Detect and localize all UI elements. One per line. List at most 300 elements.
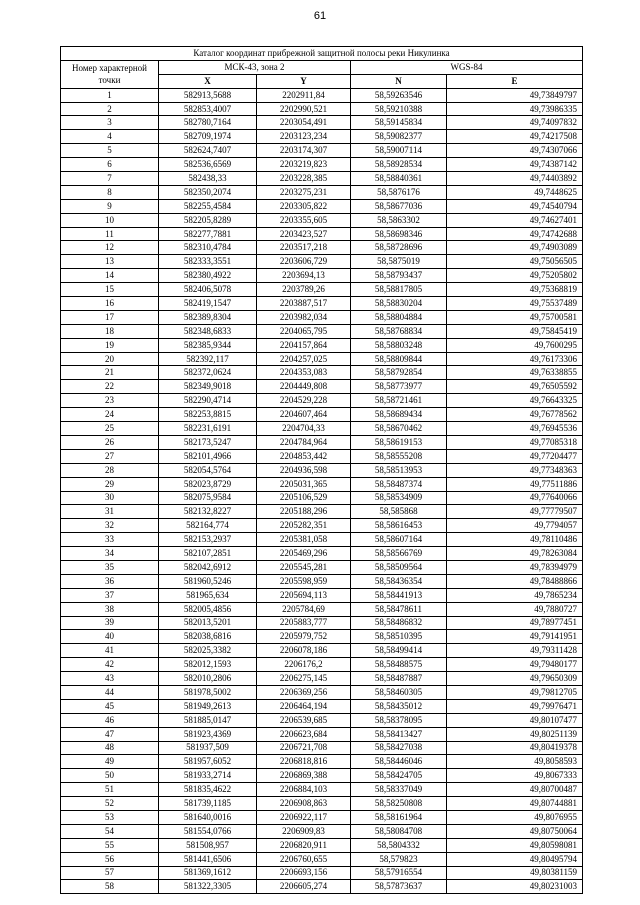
table-row bbox=[61, 297, 583, 311]
point-number-cell: 45 bbox=[61, 699, 159, 713]
x-coordinate-cell: 582005,4856 bbox=[159, 602, 257, 616]
e-longitude-cell: 49,74097832 bbox=[447, 116, 583, 130]
point-number-cell: 53 bbox=[61, 810, 159, 824]
x-coordinate-cell: 582205,8289 bbox=[159, 213, 257, 227]
y-coordinate-cell: 2205545,281 bbox=[257, 560, 351, 574]
e-longitude-cell: 49,77640066 bbox=[447, 491, 583, 505]
point-number-cell: 7 bbox=[61, 172, 159, 186]
y-coordinate-cell: 2205883,777 bbox=[257, 616, 351, 630]
point-number-cell: 22 bbox=[61, 380, 159, 394]
y-coordinate-cell: 2204936,598 bbox=[257, 463, 351, 477]
table-row bbox=[61, 463, 583, 477]
x-coordinate-cell: 582438,33 bbox=[159, 172, 257, 186]
table-row bbox=[61, 824, 583, 838]
point-number-cell: 12 bbox=[61, 241, 159, 255]
table-row bbox=[61, 658, 583, 672]
x-coordinate-cell: 581640,0016 bbox=[159, 810, 257, 824]
y-coordinate-cell: 2203355,605 bbox=[257, 213, 351, 227]
x-coordinate-cell: 582290,4714 bbox=[159, 394, 257, 408]
e-longitude-cell: 49,78394979 bbox=[447, 560, 583, 574]
table-row bbox=[61, 491, 583, 505]
n-latitude-cell: 58,58488575 bbox=[351, 658, 447, 672]
e-longitude-cell: 49,79650309 bbox=[447, 672, 583, 686]
y-coordinate-cell: 2206605,274 bbox=[257, 880, 351, 894]
x-coordinate-cell: 582350,2074 bbox=[159, 185, 257, 199]
point-number-cell: 52 bbox=[61, 797, 159, 811]
n-latitude-cell: 58,58928534 bbox=[351, 158, 447, 172]
n-latitude-cell: 58,58792854 bbox=[351, 366, 447, 380]
y-coordinate-cell: 2203123,234 bbox=[257, 130, 351, 144]
e-longitude-cell: 49,79141951 bbox=[447, 630, 583, 644]
table-row bbox=[61, 255, 583, 269]
y-coordinate-cell: 2206922,117 bbox=[257, 810, 351, 824]
e-longitude-cell: 49,7600295 bbox=[447, 338, 583, 352]
e-longitude-cell: 49,80231003 bbox=[447, 880, 583, 894]
table-row bbox=[61, 144, 583, 158]
n-latitude-cell: 58,58486832 bbox=[351, 616, 447, 630]
point-number-cell: 38 bbox=[61, 602, 159, 616]
y-coordinate-cell: 2205784,69 bbox=[257, 602, 351, 616]
column-header-x: X bbox=[159, 74, 257, 88]
point-number-cell: 40 bbox=[61, 630, 159, 644]
point-number-cell: 48 bbox=[61, 741, 159, 755]
n-latitude-cell: 58,58161964 bbox=[351, 810, 447, 824]
x-coordinate-cell: 582380,4922 bbox=[159, 269, 257, 283]
e-longitude-cell: 49,7448625 bbox=[447, 185, 583, 199]
point-number-cell: 10 bbox=[61, 213, 159, 227]
n-latitude-cell: 58,59007114 bbox=[351, 144, 447, 158]
n-latitude-cell: 58,58510395 bbox=[351, 630, 447, 644]
point-number-cell: 28 bbox=[61, 463, 159, 477]
table-row bbox=[61, 422, 583, 436]
point-number-cell: 17 bbox=[61, 310, 159, 324]
point-number-cell: 29 bbox=[61, 477, 159, 491]
table-row bbox=[61, 324, 583, 338]
y-coordinate-cell: 2204784,964 bbox=[257, 435, 351, 449]
table-row bbox=[61, 352, 583, 366]
point-number-cell: 39 bbox=[61, 616, 159, 630]
y-coordinate-cell: 2206693,156 bbox=[257, 866, 351, 880]
y-coordinate-cell: 2204607,464 bbox=[257, 408, 351, 422]
table-row bbox=[61, 269, 583, 283]
y-coordinate-cell: 2205979,752 bbox=[257, 630, 351, 644]
y-coordinate-cell: 2206176,2 bbox=[257, 658, 351, 672]
x-coordinate-cell: 582624,7407 bbox=[159, 144, 257, 158]
x-coordinate-cell: 582253,8815 bbox=[159, 408, 257, 422]
y-coordinate-cell: 2204704,33 bbox=[257, 422, 351, 436]
y-coordinate-cell: 2204257,025 bbox=[257, 352, 351, 366]
e-longitude-cell: 49,74307066 bbox=[447, 144, 583, 158]
y-coordinate-cell: 2205381,058 bbox=[257, 533, 351, 547]
y-coordinate-cell: 2206818,816 bbox=[257, 755, 351, 769]
n-latitude-cell: 58,58441913 bbox=[351, 588, 447, 602]
x-coordinate-cell: 581369,1612 bbox=[159, 866, 257, 880]
y-coordinate-cell: 2204853,442 bbox=[257, 449, 351, 463]
point-number-cell: 36 bbox=[61, 574, 159, 588]
table-row bbox=[61, 630, 583, 644]
point-number-header: Номер характерной точки bbox=[61, 60, 159, 88]
msk-zone-header: МСК-43, зона 2 bbox=[159, 60, 351, 74]
table-row bbox=[61, 227, 583, 241]
n-latitude-cell: 58,59263546 bbox=[351, 88, 447, 102]
e-longitude-cell: 49,80419378 bbox=[447, 741, 583, 755]
table-row bbox=[61, 810, 583, 824]
point-number-cell: 37 bbox=[61, 588, 159, 602]
n-latitude-cell: 58,58793437 bbox=[351, 269, 447, 283]
e-longitude-cell: 49,73986335 bbox=[447, 102, 583, 116]
table-row bbox=[61, 852, 583, 866]
y-coordinate-cell: 2203054,491 bbox=[257, 116, 351, 130]
point-number-cell: 11 bbox=[61, 227, 159, 241]
e-longitude-cell: 49,75368819 bbox=[447, 283, 583, 297]
n-latitude-cell: 58,58534909 bbox=[351, 491, 447, 505]
e-longitude-cell: 49,74217508 bbox=[447, 130, 583, 144]
point-number-cell: 4 bbox=[61, 130, 159, 144]
point-number-cell: 30 bbox=[61, 491, 159, 505]
y-coordinate-cell: 2206884,103 bbox=[257, 783, 351, 797]
point-number-cell: 23 bbox=[61, 394, 159, 408]
table-row bbox=[61, 158, 583, 172]
table-row bbox=[61, 755, 583, 769]
y-coordinate-cell: 2205282,351 bbox=[257, 519, 351, 533]
n-latitude-cell: 58,585868 bbox=[351, 505, 447, 519]
x-coordinate-cell: 582153,2937 bbox=[159, 533, 257, 547]
y-coordinate-cell: 2203228,385 bbox=[257, 172, 351, 186]
wgs84-header: WGS-84 bbox=[351, 60, 583, 74]
x-coordinate-cell: 582107,2851 bbox=[159, 547, 257, 561]
table-row bbox=[61, 866, 583, 880]
e-longitude-cell: 49,79311428 bbox=[447, 644, 583, 658]
y-coordinate-cell: 2206464,194 bbox=[257, 699, 351, 713]
x-coordinate-cell: 582349,9018 bbox=[159, 380, 257, 394]
n-latitude-cell: 58,58499414 bbox=[351, 644, 447, 658]
n-latitude-cell: 58,58840361 bbox=[351, 172, 447, 186]
point-number-cell: 35 bbox=[61, 560, 159, 574]
point-number-cell: 21 bbox=[61, 366, 159, 380]
table-row bbox=[61, 394, 583, 408]
n-latitude-cell: 58,58566769 bbox=[351, 547, 447, 561]
table-row bbox=[61, 741, 583, 755]
y-coordinate-cell: 2203887,517 bbox=[257, 297, 351, 311]
e-longitude-cell: 49,80744881 bbox=[447, 797, 583, 811]
x-coordinate-cell: 581937,509 bbox=[159, 741, 257, 755]
x-coordinate-cell: 582013,5201 bbox=[159, 616, 257, 630]
table-row bbox=[61, 560, 583, 574]
point-number-cell: 6 bbox=[61, 158, 159, 172]
n-latitude-cell: 58,58670462 bbox=[351, 422, 447, 436]
table-row bbox=[61, 477, 583, 491]
point-number-cell: 55 bbox=[61, 838, 159, 852]
x-coordinate-cell: 581508,957 bbox=[159, 838, 257, 852]
y-coordinate-cell: 2203305,822 bbox=[257, 199, 351, 213]
x-coordinate-cell: 582372,0624 bbox=[159, 366, 257, 380]
table-row bbox=[61, 588, 583, 602]
y-coordinate-cell: 2203423,527 bbox=[257, 227, 351, 241]
column-header-y: Y bbox=[257, 74, 351, 88]
n-latitude-cell: 58,58817805 bbox=[351, 283, 447, 297]
e-longitude-cell: 49,77204477 bbox=[447, 449, 583, 463]
e-longitude-cell: 49,76643325 bbox=[447, 394, 583, 408]
n-latitude-cell: 58,58728696 bbox=[351, 241, 447, 255]
y-coordinate-cell: 2206760,655 bbox=[257, 852, 351, 866]
y-coordinate-cell: 2204449,808 bbox=[257, 380, 351, 394]
point-number-cell: 16 bbox=[61, 297, 159, 311]
y-coordinate-cell: 2205598,959 bbox=[257, 574, 351, 588]
x-coordinate-cell: 582054,5764 bbox=[159, 463, 257, 477]
n-latitude-cell: 58,58435012 bbox=[351, 699, 447, 713]
x-coordinate-cell: 582333,3551 bbox=[159, 255, 257, 269]
x-coordinate-cell: 581739,1185 bbox=[159, 797, 257, 811]
n-latitude-cell: 58,58616453 bbox=[351, 519, 447, 533]
n-latitude-cell: 58,5804332 bbox=[351, 838, 447, 852]
n-latitude-cell: 58,5875019 bbox=[351, 255, 447, 269]
e-longitude-cell: 49,80495794 bbox=[447, 852, 583, 866]
point-number-cell: 41 bbox=[61, 644, 159, 658]
y-coordinate-cell: 2203219,823 bbox=[257, 158, 351, 172]
x-coordinate-cell: 581965,634 bbox=[159, 588, 257, 602]
x-coordinate-cell: 581978,5002 bbox=[159, 685, 257, 699]
e-longitude-cell: 49,79976471 bbox=[447, 699, 583, 713]
y-coordinate-cell: 2203275,231 bbox=[257, 185, 351, 199]
table-row bbox=[61, 797, 583, 811]
point-number-cell: 42 bbox=[61, 658, 159, 672]
n-latitude-cell: 58,58436354 bbox=[351, 574, 447, 588]
table-row bbox=[61, 699, 583, 713]
e-longitude-cell: 49,80750064 bbox=[447, 824, 583, 838]
table-row bbox=[61, 672, 583, 686]
point-number-cell: 44 bbox=[61, 685, 159, 699]
point-number-cell: 19 bbox=[61, 338, 159, 352]
table-row bbox=[61, 602, 583, 616]
e-longitude-cell: 49,77779507 bbox=[447, 505, 583, 519]
e-longitude-cell: 49,80107477 bbox=[447, 713, 583, 727]
y-coordinate-cell: 2205188,296 bbox=[257, 505, 351, 519]
e-longitude-cell: 49,80598081 bbox=[447, 838, 583, 852]
x-coordinate-cell: 582392,117 bbox=[159, 352, 257, 366]
n-latitude-cell: 58,59082377 bbox=[351, 130, 447, 144]
e-longitude-cell: 49,8076955 bbox=[447, 810, 583, 824]
table-row bbox=[61, 102, 583, 116]
e-longitude-cell: 49,75845419 bbox=[447, 324, 583, 338]
table-row bbox=[61, 310, 583, 324]
x-coordinate-cell: 582132,8227 bbox=[159, 505, 257, 519]
n-latitude-cell: 58,58803248 bbox=[351, 338, 447, 352]
e-longitude-cell: 49,7865234 bbox=[447, 588, 583, 602]
point-number-cell: 26 bbox=[61, 435, 159, 449]
x-coordinate-cell: 582173,5247 bbox=[159, 435, 257, 449]
e-longitude-cell: 49,80381159 bbox=[447, 866, 583, 880]
x-coordinate-cell: 582385,9344 bbox=[159, 338, 257, 352]
e-longitude-cell: 49,75056505 bbox=[447, 255, 583, 269]
x-coordinate-cell: 582419,1547 bbox=[159, 297, 257, 311]
point-number-cell: 34 bbox=[61, 547, 159, 561]
table-row bbox=[61, 213, 583, 227]
n-latitude-cell: 58,58427038 bbox=[351, 741, 447, 755]
n-latitude-cell: 58,57916554 bbox=[351, 866, 447, 880]
point-number-cell: 25 bbox=[61, 422, 159, 436]
table-row bbox=[61, 727, 583, 741]
n-latitude-cell: 58,58487887 bbox=[351, 672, 447, 686]
table-row bbox=[61, 435, 583, 449]
e-longitude-cell: 49,78110486 bbox=[447, 533, 583, 547]
x-coordinate-cell: 582023,8729 bbox=[159, 477, 257, 491]
y-coordinate-cell: 2204065,795 bbox=[257, 324, 351, 338]
table-row bbox=[61, 338, 583, 352]
y-coordinate-cell: 2206908,863 bbox=[257, 797, 351, 811]
x-coordinate-cell: 581322,3305 bbox=[159, 880, 257, 894]
y-coordinate-cell: 2204529,228 bbox=[257, 394, 351, 408]
n-latitude-cell: 58,58698346 bbox=[351, 227, 447, 241]
point-number-cell: 31 bbox=[61, 505, 159, 519]
x-coordinate-cell: 582277,7881 bbox=[159, 227, 257, 241]
n-latitude-cell: 58,58413427 bbox=[351, 727, 447, 741]
table-row bbox=[61, 116, 583, 130]
e-longitude-cell: 49,76945536 bbox=[447, 422, 583, 436]
table-row bbox=[61, 769, 583, 783]
column-header-n: N bbox=[351, 74, 447, 88]
point-number-cell: 18 bbox=[61, 324, 159, 338]
n-latitude-cell: 58,58830204 bbox=[351, 297, 447, 311]
point-number-cell: 9 bbox=[61, 199, 159, 213]
y-coordinate-cell: 2203606,729 bbox=[257, 255, 351, 269]
table-row bbox=[61, 783, 583, 797]
e-longitude-cell: 49,75205802 bbox=[447, 269, 583, 283]
table-row bbox=[61, 713, 583, 727]
y-coordinate-cell: 2205469,296 bbox=[257, 547, 351, 561]
x-coordinate-cell: 582348,6833 bbox=[159, 324, 257, 338]
table-row bbox=[61, 449, 583, 463]
n-latitude-cell: 58,579823 bbox=[351, 852, 447, 866]
table-row bbox=[61, 408, 583, 422]
e-longitude-cell: 49,74403892 bbox=[447, 172, 583, 186]
table-row bbox=[61, 130, 583, 144]
point-number-cell: 43 bbox=[61, 672, 159, 686]
y-coordinate-cell: 2206721,708 bbox=[257, 741, 351, 755]
e-longitude-cell: 49,77348363 bbox=[447, 463, 583, 477]
table-row bbox=[61, 172, 583, 186]
n-latitude-cell: 58,59145834 bbox=[351, 116, 447, 130]
y-coordinate-cell: 2204157,864 bbox=[257, 338, 351, 352]
x-coordinate-cell: 582406,5078 bbox=[159, 283, 257, 297]
e-longitude-cell: 49,75537489 bbox=[447, 297, 583, 311]
point-number-cell: 24 bbox=[61, 408, 159, 422]
e-longitude-cell: 49,73849797 bbox=[447, 88, 583, 102]
table-row bbox=[61, 380, 583, 394]
x-coordinate-cell: 581923,4369 bbox=[159, 727, 257, 741]
y-coordinate-cell: 2206909,83 bbox=[257, 824, 351, 838]
point-number-cell: 14 bbox=[61, 269, 159, 283]
y-coordinate-cell: 2205694,113 bbox=[257, 588, 351, 602]
n-latitude-cell: 58,58424705 bbox=[351, 769, 447, 783]
n-latitude-cell: 58,58446046 bbox=[351, 755, 447, 769]
table-row bbox=[61, 366, 583, 380]
table-row bbox=[61, 283, 583, 297]
point-number-cell: 27 bbox=[61, 449, 159, 463]
table-title-cell: Каталог координат прибрежной защитной полосы реки Никулинка bbox=[61, 47, 583, 61]
n-latitude-cell: 58,58250808 bbox=[351, 797, 447, 811]
table-row bbox=[61, 519, 583, 533]
point-number-cell: 15 bbox=[61, 283, 159, 297]
y-coordinate-cell: 2206275,145 bbox=[257, 672, 351, 686]
y-coordinate-cell: 2206869,388 bbox=[257, 769, 351, 783]
point-number-cell: 51 bbox=[61, 783, 159, 797]
n-latitude-cell: 58,58619153 bbox=[351, 435, 447, 449]
n-latitude-cell: 58,58804884 bbox=[351, 310, 447, 324]
x-coordinate-cell: 582913,5688 bbox=[159, 88, 257, 102]
e-longitude-cell: 49,76505592 bbox=[447, 380, 583, 394]
n-latitude-cell: 58,58689434 bbox=[351, 408, 447, 422]
y-coordinate-cell: 2202911,84 bbox=[257, 88, 351, 102]
n-latitude-cell: 58,58460305 bbox=[351, 685, 447, 699]
point-number-cell: 57 bbox=[61, 866, 159, 880]
table-row bbox=[61, 644, 583, 658]
point-number-cell: 56 bbox=[61, 852, 159, 866]
n-latitude-cell: 58,58478611 bbox=[351, 602, 447, 616]
n-latitude-cell: 58,5876176 bbox=[351, 185, 447, 199]
e-longitude-cell: 49,76778562 bbox=[447, 408, 583, 422]
point-number-cell: 54 bbox=[61, 824, 159, 838]
e-longitude-cell: 49,79812705 bbox=[447, 685, 583, 699]
n-latitude-cell: 58,58555208 bbox=[351, 449, 447, 463]
e-longitude-cell: 49,8058593 bbox=[447, 755, 583, 769]
e-longitude-cell: 49,79480177 bbox=[447, 658, 583, 672]
x-coordinate-cell: 582010,2806 bbox=[159, 672, 257, 686]
e-longitude-cell: 49,80700487 bbox=[447, 783, 583, 797]
x-coordinate-cell: 582042,6912 bbox=[159, 560, 257, 574]
point-number-cell: 46 bbox=[61, 713, 159, 727]
point-number-cell: 8 bbox=[61, 185, 159, 199]
e-longitude-cell: 49,78488866 bbox=[447, 574, 583, 588]
y-coordinate-cell: 2203517,218 bbox=[257, 241, 351, 255]
point-number-cell: 5 bbox=[61, 144, 159, 158]
n-latitude-cell: 58,58677036 bbox=[351, 199, 447, 213]
n-latitude-cell: 58,58487374 bbox=[351, 477, 447, 491]
e-longitude-cell: 49,74627401 bbox=[447, 213, 583, 227]
n-latitude-cell: 58,57873637 bbox=[351, 880, 447, 894]
point-number-cell: 50 bbox=[61, 769, 159, 783]
x-coordinate-cell: 582536,6569 bbox=[159, 158, 257, 172]
n-latitude-cell: 58,58721461 bbox=[351, 394, 447, 408]
y-coordinate-cell: 2203174,307 bbox=[257, 144, 351, 158]
n-latitude-cell: 58,58509564 bbox=[351, 560, 447, 574]
x-coordinate-cell: 582038,6816 bbox=[159, 630, 257, 644]
n-latitude-cell: 58,58768834 bbox=[351, 324, 447, 338]
e-longitude-cell: 49,7794057 bbox=[447, 519, 583, 533]
x-coordinate-cell: 581885,0147 bbox=[159, 713, 257, 727]
x-coordinate-cell: 582012,1593 bbox=[159, 658, 257, 672]
table-row bbox=[61, 880, 583, 894]
x-coordinate-cell: 581949,2613 bbox=[159, 699, 257, 713]
n-latitude-cell: 58,58084708 bbox=[351, 824, 447, 838]
x-coordinate-cell: 582164,774 bbox=[159, 519, 257, 533]
e-longitude-cell: 49,77511886 bbox=[447, 477, 583, 491]
coordinate-catalog-table bbox=[60, 46, 583, 894]
point-number-cell: 33 bbox=[61, 533, 159, 547]
e-longitude-cell: 49,80251139 bbox=[447, 727, 583, 741]
table-row bbox=[61, 241, 583, 255]
e-longitude-cell: 49,7880727 bbox=[447, 602, 583, 616]
y-coordinate-cell: 2206078,186 bbox=[257, 644, 351, 658]
e-longitude-cell: 49,74387142 bbox=[447, 158, 583, 172]
table-row bbox=[61, 838, 583, 852]
e-longitude-cell: 49,76173306 bbox=[447, 352, 583, 366]
n-latitude-cell: 58,59210388 bbox=[351, 102, 447, 116]
e-longitude-cell: 49,78263084 bbox=[447, 547, 583, 561]
x-coordinate-cell: 581933,2714 bbox=[159, 769, 257, 783]
x-coordinate-cell: 581957,6052 bbox=[159, 755, 257, 769]
x-coordinate-cell: 582310,4784 bbox=[159, 241, 257, 255]
e-longitude-cell: 49,8067333 bbox=[447, 769, 583, 783]
